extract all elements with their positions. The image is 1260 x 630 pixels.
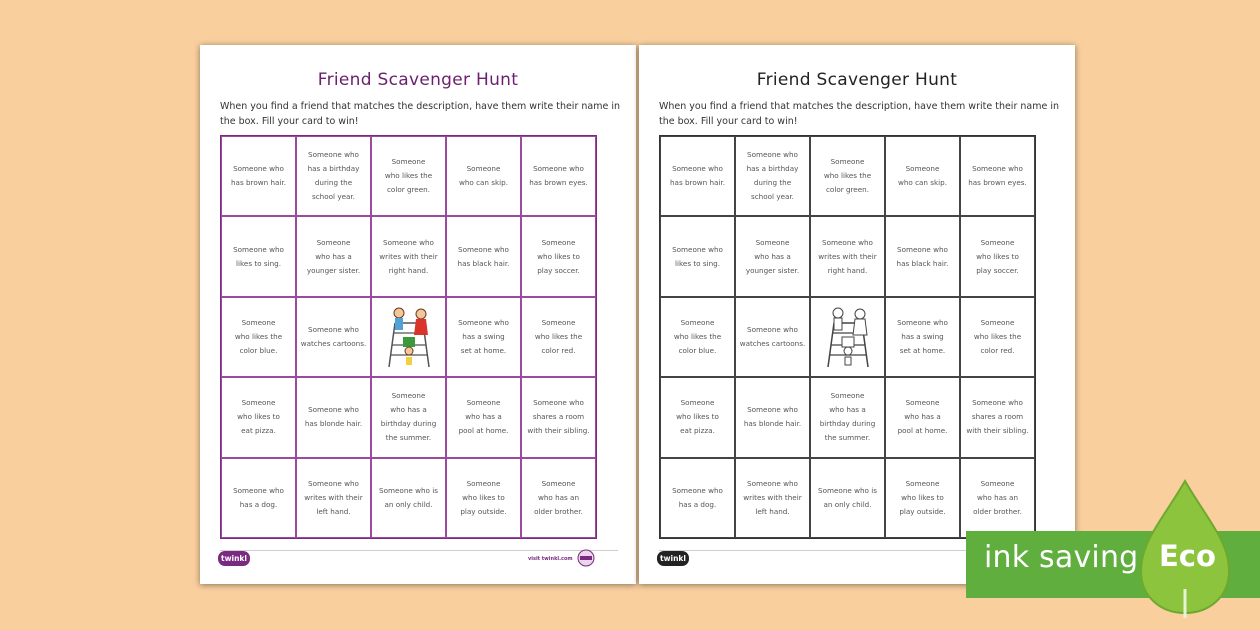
cell-text: Someone who likes to eat pizza. [237,398,280,436]
cell-text: Someone who has a pool at home. [897,398,948,436]
ink-saving-label: ink saving [984,540,1139,575]
grid-cell [735,297,810,377]
cell-text: Someone who has blonde hair. [304,405,363,429]
cell-text: Someone who has a birthday during the school year. [307,150,360,202]
grid-cell [221,136,296,216]
footer-divider [220,550,618,551]
grid-cell [960,216,1035,296]
grid-cell [296,136,371,216]
grid-cell [960,136,1035,216]
grid-cell [735,216,810,296]
cell-text: Someone who has a dog. [233,485,284,509]
worksheet-instructions: When you find a friend that matches the description, have them write their name in the box. Fill your card to win! [659,101,1059,127]
grid-cell [885,297,960,377]
grid-cell [885,216,960,296]
cell-text: Someone who likes to play soccer. [976,237,1019,275]
cell-text: Someone who watches cartoons. [300,324,367,348]
cell-text: Someone who likes to sing. [672,244,723,268]
cell-text: Someone who writes with their right hand. [818,237,877,275]
grid-cell [660,377,735,457]
grid-cell [521,216,596,296]
grid-cell [521,377,596,457]
grid-cell [810,458,885,538]
cell-text: Someone who likes to play soccer. [537,237,580,275]
worksheet-colour-version [200,45,636,584]
grid-cell [885,458,960,538]
cell-text: Someone who likes to sing. [233,244,284,268]
cell-text: Someone who shares a room with their sibling. [966,398,1029,436]
grid-cell [371,458,446,538]
quality-badge-icon [574,549,598,569]
cell-text: Someone who has a pool at home. [458,398,509,436]
cell-text: Someone who likes to play outside. [899,478,946,516]
grid-cell [660,458,735,538]
cell-text: Someone who has brown hair. [231,164,286,188]
grid-cell [885,377,960,457]
cell-text: Someone who watches cartoons. [739,324,806,348]
grid-cell [221,297,296,377]
worksheet-ink-saving-version [639,45,1075,584]
cell-text: Someone who likes the color blue. [234,317,283,355]
cell-text: Someone who has brown eyes. [968,164,1027,188]
grid-cell [296,216,371,296]
cell-text: Someone who has a birthday during the summer. [380,391,437,443]
cell-text: Someone who likes the color red. [534,317,583,355]
cell-text: Someone who has an older brother. [973,478,1022,516]
cell-text: Someone who likes the color blue. [673,317,722,355]
grid-cell [296,377,371,457]
twinkl-logo: twinkl [657,551,689,566]
bingo-grid [659,135,1036,539]
cell-text: Someone who has brown eyes. [529,164,588,188]
grid-cell [960,458,1035,538]
grid-cell [960,297,1035,377]
grid-cell [371,136,446,216]
grid-cell [371,377,446,457]
children-on-climbing-frame-icon [381,305,437,369]
grid-cell [296,458,371,538]
cell-text: Someone who has a younger sister. [306,237,361,275]
cell-text: Someone who has brown hair. [670,164,725,188]
grid-cell [446,216,521,296]
grid-cell [735,377,810,457]
grid-cell [660,216,735,296]
cell-text: Someone who writes with their left hand. [743,478,802,516]
cell-text: Someone who likes the color green. [384,157,433,195]
grid-cell [221,377,296,457]
children-on-climbing-frame-icon [820,305,876,369]
cell-text: Someone who has a dog. [672,485,723,509]
grid-cell [810,216,885,296]
grid-cell [446,136,521,216]
twinkl-logo: twinkl [218,551,250,566]
cell-text: Someone who is an only child. [379,485,438,509]
cell-text: Someone who has a swing set at home. [458,317,509,355]
cell-text: Someone who shares a room with their sibling. [527,398,590,436]
grid-cell [221,216,296,296]
visit-url: visit twinkl.com [528,556,573,562]
worksheet-title: Friend Scavenger Hunt [756,70,958,90]
cell-text: Someone who is an only child. [818,485,877,509]
cell-text: Someone who likes the color red. [973,317,1022,355]
cell-text: Someone who has black hair. [896,244,949,268]
cell-text: Someone who can skip. [897,164,948,188]
grid-cell [810,136,885,216]
eco-label: Eco [1159,539,1216,573]
grid-cell [446,458,521,538]
cell-text: Someone who has a swing set at home. [897,317,948,355]
cell-text: Someone who has black hair. [457,244,510,268]
grid-cell [446,297,521,377]
grid-cell [221,458,296,538]
cell-text: Someone who has a birthday during the school year. [746,150,799,202]
cell-text: Someone who has blonde hair. [743,405,802,429]
cell-text: Someone who writes with their left hand. [304,478,363,516]
cell-text: Someone who writes with their right hand. [379,237,438,275]
worksheet-instructions: When you find a friend that matches the description, have them write their name in the box. Fill your card to win! [220,101,620,127]
grid-cell [446,377,521,457]
cell-text: Someone who likes the color green. [823,157,872,195]
cell-text: Someone who has an older brother. [534,478,583,516]
grid-cell [960,377,1035,457]
grid-cell [660,297,735,377]
grid-cell [735,136,810,216]
cell-text: Someone who can skip. [458,164,509,188]
cell-text: Someone who has a younger sister. [745,237,800,275]
cell-text: Someone who likes to play outside. [460,478,507,516]
grid-cell [521,297,596,377]
worksheet-title: Friend Scavenger Hunt [317,70,519,90]
bingo-grid [220,135,597,539]
grid-cell [810,377,885,457]
grid-cell [371,216,446,296]
cell-text: Someone who has a birthday during the summer. [819,391,876,443]
grid-cell [521,136,596,216]
grid-cell-center-image [371,297,446,377]
grid-cell [521,458,596,538]
grid-cell [885,136,960,216]
grid-cell [660,136,735,216]
grid-cell-center-image [810,297,885,377]
grid-cell [296,297,371,377]
cell-text: Someone who likes to eat pizza. [676,398,719,436]
grid-cell [735,458,810,538]
